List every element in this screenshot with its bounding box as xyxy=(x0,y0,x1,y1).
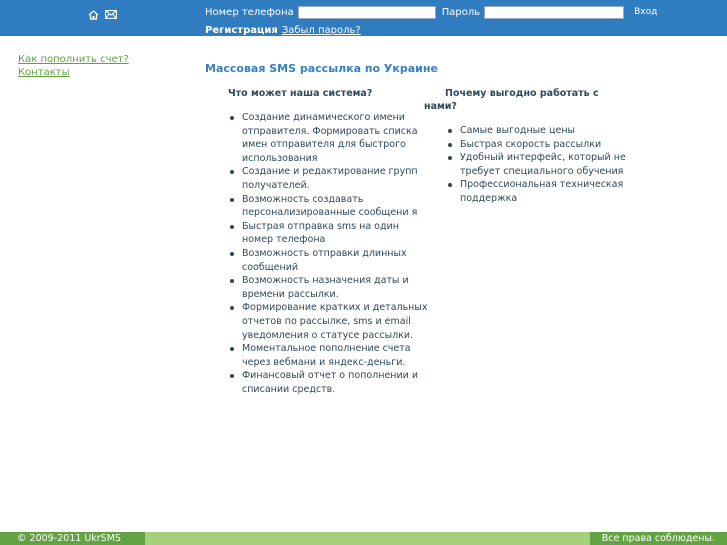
list-item: Моментальное пополнение счета через вебмани и яндекс-деньги. xyxy=(228,342,428,369)
list-item: Самые выгодные цены xyxy=(446,124,629,138)
benefits-column xyxy=(424,87,629,206)
benefits-heading: Почему выгодно работать с нами? xyxy=(424,88,599,112)
footer xyxy=(0,532,727,545)
list-item: Быстрая отправка sms на один номер телефона xyxy=(228,220,428,247)
forgot-password-link[interactable]: Забыл пароль? xyxy=(281,24,361,36)
password-input[interactable] xyxy=(484,6,624,19)
nav-link-top-up[interactable]: Как пополнить счет? xyxy=(18,54,129,65)
benefits-list xyxy=(446,124,629,206)
list-item: Формирование кратких и детальных отчетов по рассылке, sms и email уведомления о статусе рассылки. xyxy=(228,301,428,342)
home-icon[interactable] xyxy=(88,10,99,20)
list-item: Возможность отправки длинных сообщений xyxy=(228,247,428,274)
register-link[interactable]: Регистрация xyxy=(205,24,278,36)
list-item: Возможность назначения даты и времени рассылки. xyxy=(228,274,428,301)
list-item: Удобный интерфейс, который не требует специального обучения xyxy=(446,151,629,178)
nav-link-contacts[interactable]: Контакты xyxy=(18,67,70,78)
list-item: Профессиональная техническая поддержка xyxy=(446,178,629,205)
list-item: Финансовый отчет о пополнении и списании средств. xyxy=(228,369,428,396)
rights-notice: Все права соблюдены. xyxy=(590,532,727,545)
password-label: Пароль xyxy=(441,6,481,18)
mail-icon[interactable] xyxy=(105,10,117,20)
list-item: Возможность создавать персонализированные сообщени я xyxy=(228,193,428,220)
list-item: Быстрая скорость рассылки xyxy=(446,138,629,152)
login-button[interactable]: Вход xyxy=(630,4,661,20)
left-nav xyxy=(18,53,129,79)
list-item: Создание динамического имени отправителя. Формировать списка имен отправителя для быстрого использования xyxy=(228,111,428,165)
header-icons xyxy=(88,10,117,20)
copyright: © 2009-2011 UkrSMS xyxy=(0,532,145,545)
page-title: Массовая SMS рассылка по Украине xyxy=(205,62,438,75)
phone-label: Номер телефона xyxy=(205,6,294,18)
features-column xyxy=(228,87,428,396)
header-bar xyxy=(0,0,727,36)
login-form xyxy=(205,4,661,37)
list-item: Создание и редактирование групп получателей. xyxy=(228,165,428,192)
features-heading: Что может наша система? xyxy=(228,88,373,99)
phone-input[interactable] xyxy=(298,6,436,19)
features-list xyxy=(228,111,428,396)
